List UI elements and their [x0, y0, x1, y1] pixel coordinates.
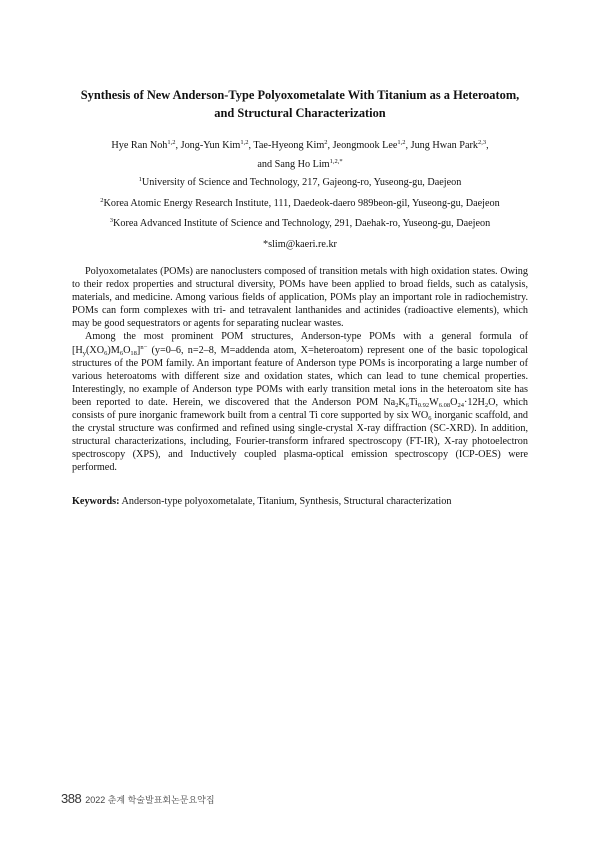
- general-formula: $[H_y(XO_6)M_6O_{18}]^{n-}$: [72, 343, 148, 357]
- author-name: Tae-Hyeong Kim: [253, 140, 325, 151]
- affiliation-3: $^3$Korea Advanced Institute of Science and Technology, 291, Daehak-ro, Yuseong-gu, Daejeon: [109, 217, 491, 229]
- wo6-formula: $WO_6$: [411, 410, 432, 423]
- keywords: [72, 495, 528, 508]
- author-line-2: [40, 155, 560, 174]
- corresponding-email: *slim@kaeri.re.kr: [263, 238, 337, 250]
- author-affiliation-mark: 2: [324, 139, 328, 146]
- author-name: Jung Hwan Park: [410, 140, 478, 151]
- author-affiliation-mark: 1,2: [167, 139, 176, 146]
- author-affiliation-mark: 2,3: [477, 139, 487, 146]
- author-affiliation-mark: 1,2: [397, 139, 406, 146]
- title-line-1: Synthesis of New Anderson-Type Polyoxometalate With Titanium as a Heteroatom,: [80, 88, 520, 102]
- abstract-paragraph-1: Polyoxometalates (POMs) are nanoclusters composed of transition metals with high oxidation states. Owing to their redox properties and structural diversity, POMs have been applied to broad fields, such as catalysis, materials, and medicine. Among various fields of application, POMs play an important role in radiochemistry. POMs can form complexes with tri- and tetravalent lanthanides and actinides (radioactive elements), which may be good sequestrators or agents for separating nuclear wastes.: [72, 266, 528, 330]
- keywords-label: Keywords:: [72, 496, 120, 507]
- author-connector: and: [257, 159, 273, 170]
- affiliation-1: $^1$University of Science and Technology, 217, Gajeong-ro, Yuseong-gu, Daejeon: [138, 176, 462, 188]
- author-line-1: Hye Ran Noh$^{1,2}$, Jong-Yun Kim$^{1,2}$, Tae-Hyeong Kim$^2$, Jeongmook Lee$^{1,2}$, Jung Hwan Park$^{2,3}$,: [111, 139, 489, 151]
- abstract-paragraph-2: Among the most prominent POM structures, Anderson-type POMs with a general formula of $[H_y(XO_6)M_6O_{18}]^{n-}$ (y=0–6, n=2–8, M=addenda atom, X=heteroatom) represent one of the basic topological structures of the POM family. An important feature of Anderson type POMs is incorporating a large number of various heteroatoms with different size and oxidation states, which can lead to tune chemical properties. Interestingly, no example of Anderson type POMs with early transition metal ions in the heteroatom site has been reported to date. Herein, we discovered that the Anderson POM $Na_2K_6Ti_{0.92}W_{6.08}O_{24}\cdot 12H_2O$, which consists of pure inorganic framework built from a central Ti core supported by six $WO_6$ inorganic scaffold, and the crystal structure was confirmed and refined using single-crystal X-ray diffraction (SC-XRD). In addition, structural characterizations, including, Fourier-transform infrared spectroscopy (FT-IR), X-ray photoelectron spectroscopy (XPS), and Inductively coupled plasma-optical emission spectroscopy (ICP-OES) were performed.: [72, 331, 529, 474]
- proceedings-title: 2022 춘계 학술발표회논문요약집: [85, 795, 215, 805]
- author-name: Sang Ho Lim: [274, 159, 330, 170]
- compound-formula: $Na_2K_6Ti_{0.92}W_{6.08}O_{24}\cdot 12H_2O$: [383, 396, 496, 409]
- author-affiliation-mark: 1,2: [240, 139, 249, 146]
- author-name: Jong-Yun Kim: [180, 140, 241, 151]
- affiliation-list: [40, 173, 560, 255]
- author-list: [40, 136, 560, 174]
- title-line-2: and Structural Characterization: [214, 106, 386, 120]
- abstract-body: [72, 265, 528, 475]
- page-footer: [61, 790, 215, 808]
- author-name: Hye Ran Noh: [111, 140, 168, 151]
- paper-title: [40, 86, 560, 122]
- keywords-text: Anderson-type polyoxometalate, Titanium, Synthesis, Structural characterization: [119, 496, 452, 507]
- affiliation-2: $^2$Korea Atomic Energy Research Institute, 111, Daedeok-daero 989beon-gil, Yuseong-gu, Daejeon: [100, 196, 500, 209]
- page-number: 388: [61, 791, 82, 806]
- author-name: Jeongmook Lee: [332, 140, 398, 151]
- author-affiliation-mark: 1,2,*: [329, 158, 343, 165]
- corresponding-mark: *: [339, 158, 343, 165]
